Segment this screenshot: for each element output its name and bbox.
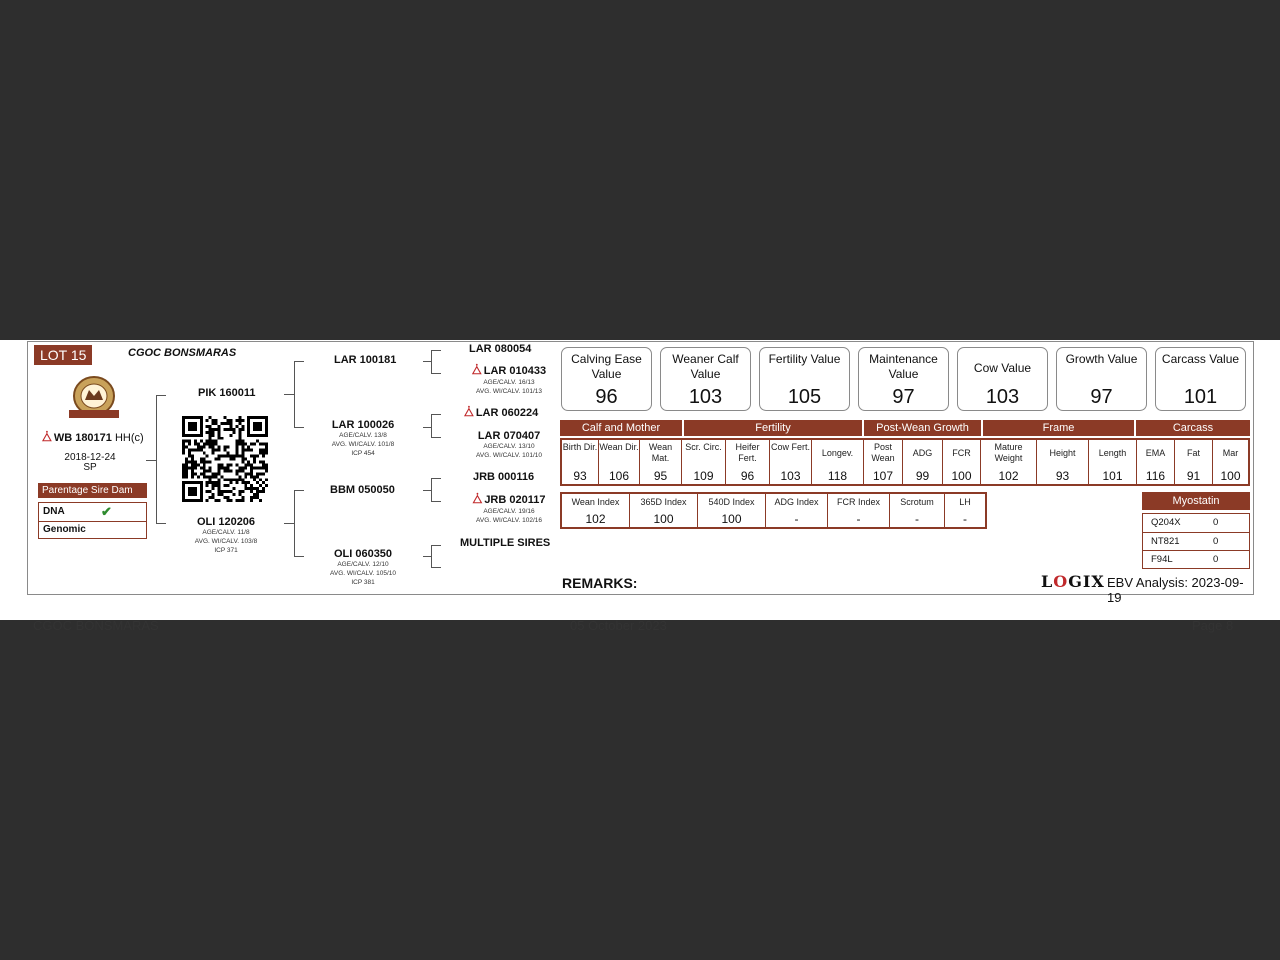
dam-detail: ICP 371 [214,547,238,554]
connector [423,556,431,557]
index-label: 540D Index [708,497,755,507]
sss-id: LAR 080054 [469,343,532,355]
value-number: 105 [787,386,822,408]
sire-dam-detail: ICP 454 [351,450,375,457]
index-label: FCR Index [836,497,880,507]
dam-dam-detail: AGE/CALV. 12/10 [337,561,389,568]
trait-value: 116 [1145,469,1166,483]
divider [39,521,146,522]
connector [156,523,166,524]
connector [431,437,441,438]
connector [431,373,441,374]
footer-page: Page 8 [1192,618,1234,633]
dsd-detail: AGE/CALV. 19/16 [483,508,535,515]
connector [423,361,431,362]
dam-sire-id: BBM 050050 [330,484,395,496]
ssd-detail: AGE/CALV. 16/13 [483,379,535,386]
value-number: 103 [985,386,1020,408]
myostatin-gene: F94L [1151,554,1173,565]
animal-suffix: HH(c) [114,432,144,444]
trait-label: Wean Dir. [599,442,639,452]
breeder-logo [65,374,123,424]
value-number: 96 [595,386,618,408]
value-number: 97 [1090,386,1113,408]
myostatin-row [1143,550,1249,568]
trait-cell [726,440,770,484]
ssd-id: LAR 010433 [483,365,547,377]
index-value: - [794,512,799,526]
trait-value: 101 [1102,469,1123,483]
qr-code[interactable] [182,416,268,502]
sire-sire-id: LAR 100181 [334,354,397,366]
myostatin-row [1143,514,1249,532]
parentage-genomic: Genomic [43,524,86,535]
trait-value: 91 [1186,469,1201,483]
trait-label: Scr. Circ. [685,442,722,452]
ssd-detail: AVG. WI/CALV. 101/13 [476,388,542,395]
value-box-carcass [1155,347,1246,411]
trait-cell [682,440,726,484]
connector [294,361,295,427]
connector [431,567,441,568]
connector [294,361,304,362]
sire-id: PIK 160011 [198,387,256,399]
value-box-fertility [759,347,850,411]
dam-detail: AGE/CALV. 11/8 [202,529,250,536]
trait-label: Fat [1186,448,1200,458]
animal-code: SP [83,462,97,473]
connector [431,414,441,415]
trait-label: Heifer Fert. [735,442,760,463]
trait-label: Birth Dir. [562,442,598,452]
trait-value: 106 [608,469,630,483]
lot-label: LOT 15 [34,345,92,365]
dsd-id: JRB 020117 [484,494,546,506]
trait-value: 100 [951,469,972,483]
myostatin-value: 0 [1213,517,1219,528]
remarks-label: REMARKS: [562,575,638,591]
trait-value: 118 [827,469,848,483]
connector [294,490,304,491]
myostatin-header: Myostatin [1142,492,1250,510]
index-value: 102 [585,512,606,526]
dds-id: MULTIPLE SIRES [460,537,551,549]
index-cell [562,494,630,527]
myostatin-row [1143,532,1249,550]
dna-icon: ⧊ [472,494,483,506]
index-label: Wean Index [571,497,620,507]
group-post-wean-growth: Post-Wean Growth [864,420,981,436]
trait-cell [864,440,903,484]
trait-label: ADG [912,448,933,458]
value-label: Growth Value [1065,352,1138,366]
animal-id [42,432,144,445]
check-icon: ✔ [101,504,112,519]
birth-date: 2018-12-24 [64,452,116,463]
value-box-calving-ease [561,347,652,411]
parentage-header: Parentage Sire Dam [38,483,147,498]
sdd-detail: AVG. WI/CALV. 101/10 [476,452,542,459]
dam-detail: AVG. WI/CALV. 103/8 [194,538,258,545]
trait-value: 99 [915,469,930,483]
trait-label: Length [1098,448,1127,458]
value-label: Fertility Value [768,352,841,366]
connector [294,490,295,556]
dam-dam-detail: ICP 381 [351,579,375,586]
sire-dam-detail: AGE/CALV. 13/8 [339,432,387,439]
connector [431,414,432,437]
sdd-id: LAR 070407 [477,430,541,442]
value-label: Calving Ease Value [571,352,642,381]
trait-cell [1213,440,1248,484]
connector [284,394,294,395]
trait-cell [981,440,1037,484]
dna-icon: ⧊ [464,407,474,419]
index-value: - [963,512,967,526]
lot-card [27,341,1254,605]
trait-value: 100 [1220,469,1241,483]
ebv-analysis-date: EBV Analysis: 2023-09-19 [1107,575,1244,605]
myostatin-gene: NT821 [1151,536,1180,547]
sdd-detail: AGE/CALV. 13/10 [483,443,535,450]
index-table [560,492,987,529]
connector [423,427,431,428]
value-box-growth [1056,347,1147,411]
trait-label: Wean Mat. [648,442,673,463]
value-label: Maintenance Value [869,352,938,381]
sds-id: LAR 060224 [475,407,539,419]
parentage-dna: DNA [43,506,65,517]
connector [423,490,431,491]
connector [294,556,304,557]
index-cell [828,494,890,527]
logix-logo [1041,572,1105,591]
connector [156,395,157,523]
index-label: Scrotum [900,497,934,507]
trait-value: 95 [653,469,668,483]
trait-cell [562,440,599,484]
trait-label: Longev. [821,448,854,458]
dam-dam-block [324,548,402,587]
group-frame: Frame [983,420,1134,436]
trait-value: 103 [780,469,801,483]
sire-dam-id: LAR 100026 [331,419,395,431]
index-value: - [856,512,861,526]
trait-cell [812,440,864,484]
dam-block [184,516,268,555]
trait-cell [1089,440,1137,484]
trait-label: Mar [1222,448,1239,458]
sire-dam-block [324,419,402,458]
myostatin-gene: Q204X [1151,517,1181,528]
trait-label: Height [1049,448,1076,458]
ssd-block [464,365,554,396]
index-value: - [915,512,919,526]
value-box-weaner-calf [660,347,751,411]
value-number: 97 [892,386,915,408]
connector [294,427,304,428]
trait-value: 102 [998,469,1019,483]
trait-cell [943,440,981,484]
dna-icon: ⧊ [42,432,52,444]
index-value: 100 [653,512,674,526]
trait-label: EMA [1145,448,1166,458]
value-box-cow [957,347,1048,411]
connector [431,501,441,502]
sire-dam-detail: AVG. WI/CALV. 101/8 [331,441,395,448]
trait-cell [770,440,812,484]
sdd-block [464,430,554,460]
breeder-name: CGOC BONSMARAS [128,347,237,359]
trait-label: Mature Weight [994,442,1023,463]
trait-value: 107 [872,469,894,483]
dsd-block [464,494,554,525]
trait-label: Post Wean [871,442,895,463]
index-cell [766,494,828,527]
index-label: LH [959,497,971,507]
value-label: Cow Value [973,361,1032,375]
trait-cell [1175,440,1213,484]
trait-cell [640,440,682,484]
index-label: 365D Index [640,497,687,507]
value-number: 101 [1183,386,1218,408]
trait-value: 93 [1055,469,1070,483]
connector [431,545,441,546]
animal-number: WB 180171 [53,432,112,444]
trait-value: 96 [740,469,755,483]
footer-breeder: CGOC BONSMARAS [33,618,159,633]
index-cell [630,494,698,527]
myostatin-table [1142,513,1250,569]
logo-text: O [1053,572,1069,591]
trait-cell [1137,440,1175,484]
group-calf-and-mother: Calf and Mother [560,420,682,436]
group-fertility: Fertility [684,420,862,436]
index-value: 100 [721,512,742,526]
trait-value: 109 [693,469,714,483]
connector [431,545,432,567]
index-cell [945,494,985,527]
value-box-maintenance [858,347,949,411]
value-label: Carcass Value [1161,352,1240,366]
trait-cell [599,440,640,484]
myostatin-value: 0 [1213,554,1219,565]
connector [156,395,166,396]
logo-text: GIX [1068,572,1105,591]
document-strip [0,340,1280,633]
trait-value: 93 [573,469,587,483]
sds-row [464,407,538,420]
connector [284,523,294,524]
dam-dam-detail: AVG. WI/CALV. 105/10 [330,570,396,577]
dam-id: OLI 120206 [196,516,256,528]
value-number: 103 [688,386,723,408]
trait-cell [1037,440,1089,484]
footer-date: 05 October 2023 [570,618,667,633]
index-cell [890,494,945,527]
dss-id: JRB 000116 [473,471,535,483]
connector [431,478,441,479]
traits-table [560,438,1250,486]
dsd-detail: AVG. WI/CALV. 102/16 [476,517,542,524]
parentage-box [38,502,147,539]
connector [431,478,432,501]
value-label: Weaner Calf Value [672,352,739,381]
dam-dam-id: OLI 060350 [333,548,393,560]
index-cell [698,494,766,527]
myostatin-value: 0 [1213,536,1219,547]
connector [431,350,432,373]
connector [431,350,441,351]
trait-cell [903,440,943,484]
connector [146,460,156,461]
index-label: ADG Index [774,497,819,507]
trait-label: FCR [952,448,971,458]
logo-text: L [1041,572,1054,591]
dna-icon: ⧊ [471,365,482,377]
group-carcass: Carcass [1136,420,1250,436]
trait-label: Cow Fert. [770,442,810,452]
